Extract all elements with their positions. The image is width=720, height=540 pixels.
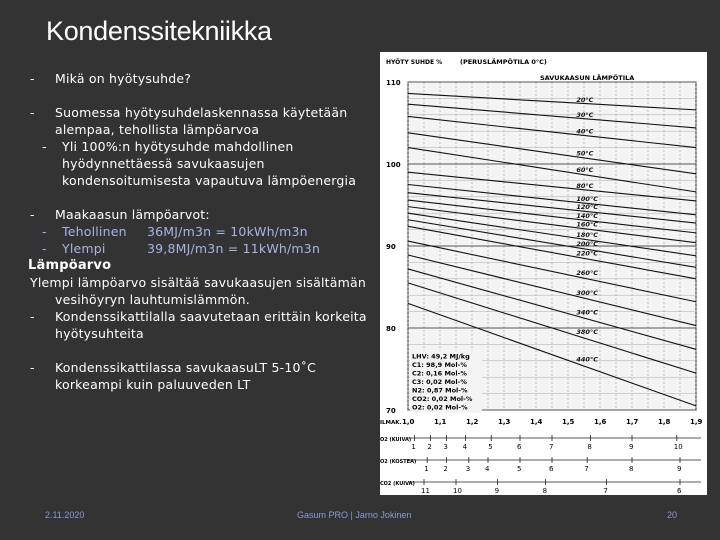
curve-label: 20°C: [576, 95, 594, 104]
x-tick-label: 1,4: [530, 418, 543, 426]
scale-label: CO2 (KUIVA): [380, 481, 415, 487]
x-tick-label: 1,1: [434, 418, 447, 426]
scale-tick-label: 5: [517, 465, 522, 473]
y-axis-label: HYÖTY SUHDE %: [386, 59, 443, 66]
bullet-dash: -: [30, 309, 35, 324]
scale-tick-label: 8: [629, 465, 634, 473]
curve-label: 300°C: [576, 288, 598, 297]
x-tick-label: 1,9: [690, 418, 703, 426]
bullet-text: Mikä on hyötysuhde?: [55, 71, 192, 86]
scale-tick-label: 5: [488, 443, 493, 451]
legend-entry: CO2: 0,02 Mol-%: [412, 395, 473, 404]
bullet-dash: -: [30, 360, 35, 375]
bullet-dash: -: [30, 105, 35, 120]
sub-bullet: [30, 223, 385, 240]
legend-entry: N2: 0,87 Mol-%: [412, 386, 468, 395]
curve-label: 260°C: [576, 269, 598, 278]
bullet: [30, 70, 385, 87]
curve-label: 50°C: [576, 149, 594, 158]
legend-entry: O2: 0,02 Mol-%: [412, 403, 468, 412]
x-tick-label: 1,5: [562, 418, 575, 426]
x-tick-label: 1,8: [658, 418, 671, 426]
sub-bullet: [30, 138, 385, 189]
efficiency-chart-svg: [380, 52, 707, 495]
footer-author: Gasum PRO | Jarno Jokinen: [297, 510, 412, 520]
curve-label: 160°C: [576, 220, 598, 229]
legend-entry: C2: 0,16 Mol-%: [412, 369, 467, 378]
legend-entry: C3: 0,02 Mol-%: [412, 378, 467, 387]
scale-tick-label: 10: [453, 487, 462, 495]
paragraph: Ylempi lämpöarvo sisältää savukaasujen sisältämän vesihöyryn lauhtumislämmön.: [30, 275, 366, 307]
y-tick-label: 110: [386, 79, 401, 87]
heating-value-label: Ylempi: [62, 241, 106, 256]
bullet: [30, 206, 385, 223]
series-title: SAVUKAASUN LÄMPÖTILA: [540, 74, 635, 82]
y-tick-label: 80: [386, 325, 396, 333]
legend-entry: LHV: 49,2 MJ/kg: [412, 352, 470, 361]
x-tick-label: 1,0: [402, 418, 415, 426]
chart-title: (PERUSLÄMPÖTILA 0°C): [460, 58, 547, 66]
scale-tick-label: 8: [587, 443, 592, 451]
heating-value: 39,8MJ/m3n = 11kWh/m3n: [147, 241, 321, 256]
curve-label: 220°C: [576, 249, 598, 258]
scale-tick-label: 4: [462, 443, 468, 451]
scale-tick-label: 2: [427, 443, 432, 451]
curve-label: 100°C: [576, 195, 598, 204]
scale-tick-label: 4: [485, 465, 490, 473]
bullet-text: Kondenssikattilassa savukaasuLT 5-10˚C korkeampi kuin paluuveden LT: [55, 360, 316, 392]
curve-label: 440°C: [576, 355, 598, 364]
section-heading: Lämpöarvo: [28, 258, 112, 273]
curve-label: 40°C: [576, 127, 594, 136]
scale-tick-label: 8: [542, 487, 548, 495]
bullet: [30, 104, 385, 138]
sub-bullet: [30, 240, 385, 257]
x-axis-label: ILMAK.: [380, 420, 402, 426]
bullet-text: Suomessa hyötysuhdelaskennassa käytetään alempaa, tehollista lämpöarvoa: [55, 105, 348, 137]
curve-label: 80°C: [576, 181, 594, 190]
scale-tick-label: 3: [443, 443, 448, 451]
scale-tick-label: 1: [424, 465, 429, 473]
footer-date: 2.11.2020: [45, 510, 85, 520]
legend-entry: C1: 98,9 Mol-%: [412, 361, 467, 370]
x-tick-label: 1,3: [498, 418, 511, 426]
scale-tick-label: 7: [549, 443, 554, 451]
scale-tick-label: 6: [677, 487, 682, 495]
x-tick-label: 1,2: [466, 418, 479, 426]
curve-label: 140°C: [576, 212, 598, 221]
curve-label: 180°C: [576, 230, 598, 239]
y-tick-label: 90: [386, 243, 396, 251]
scale-label: O2 (KOSTEA): [380, 459, 417, 465]
y-tick-label: 100: [386, 161, 401, 169]
efficiency-chart: [380, 52, 707, 495]
scale-tick-label: 7: [603, 487, 608, 495]
scale-tick-label: 10: [673, 443, 683, 451]
bullet: [30, 359, 385, 393]
scale-tick-label: 6: [549, 465, 554, 473]
scale-label: O2 (KUIVA): [380, 437, 412, 443]
scale-tick-label: 2: [443, 465, 448, 473]
bullet: [30, 308, 385, 342]
y-tick-label: 70: [386, 407, 396, 415]
curve-label: 380°C: [576, 328, 598, 337]
slide-title: Kondenssitekniikka: [46, 16, 272, 46]
scale-tick-label: 9: [677, 465, 682, 473]
scale-tick-label: 7: [584, 465, 589, 473]
bullet-dash: -: [42, 224, 47, 239]
bullet-dash: -: [30, 207, 35, 222]
bullet-text: Kondenssikattilalla saavutetaan erittäin korkeita hyötysuhteita: [55, 309, 367, 341]
curve-label: 60°C: [576, 166, 594, 175]
scale-tick-label: 11: [421, 487, 430, 495]
heating-value-label: Tehollinen: [62, 224, 127, 239]
bullet-dash: -: [30, 71, 35, 86]
scale-tick-label: 3: [465, 465, 471, 473]
scale-tick-label: 1: [411, 443, 416, 451]
slide-body: [30, 70, 385, 393]
scale-tick-label: 9: [494, 487, 500, 495]
scale-tick-label: 6: [517, 443, 522, 451]
curve-label: 200°C: [576, 240, 598, 249]
x-tick-label: 1,7: [626, 418, 639, 426]
bullet-text: Yli 100%:n hyötysuhde mahdollinen hyödynnettäessä savukaasujen kondensoitumisesta vapautuva lämpöenergia: [62, 139, 357, 188]
bullet-text: Maakaasun lämpöarvot:: [55, 207, 210, 222]
heating-value: 36MJ/m3n = 10kWh/m3n: [147, 224, 308, 239]
curve-label: 340°C: [576, 308, 598, 317]
curve-label: 120°C: [576, 203, 598, 212]
x-tick-label: 1,6: [594, 418, 607, 426]
curve-label: 30°C: [576, 110, 594, 119]
bullet-dash: -: [42, 139, 47, 154]
page-number: 20: [667, 510, 678, 520]
bullet-dash: -: [42, 241, 47, 256]
scale-tick-label: 9: [629, 443, 634, 451]
